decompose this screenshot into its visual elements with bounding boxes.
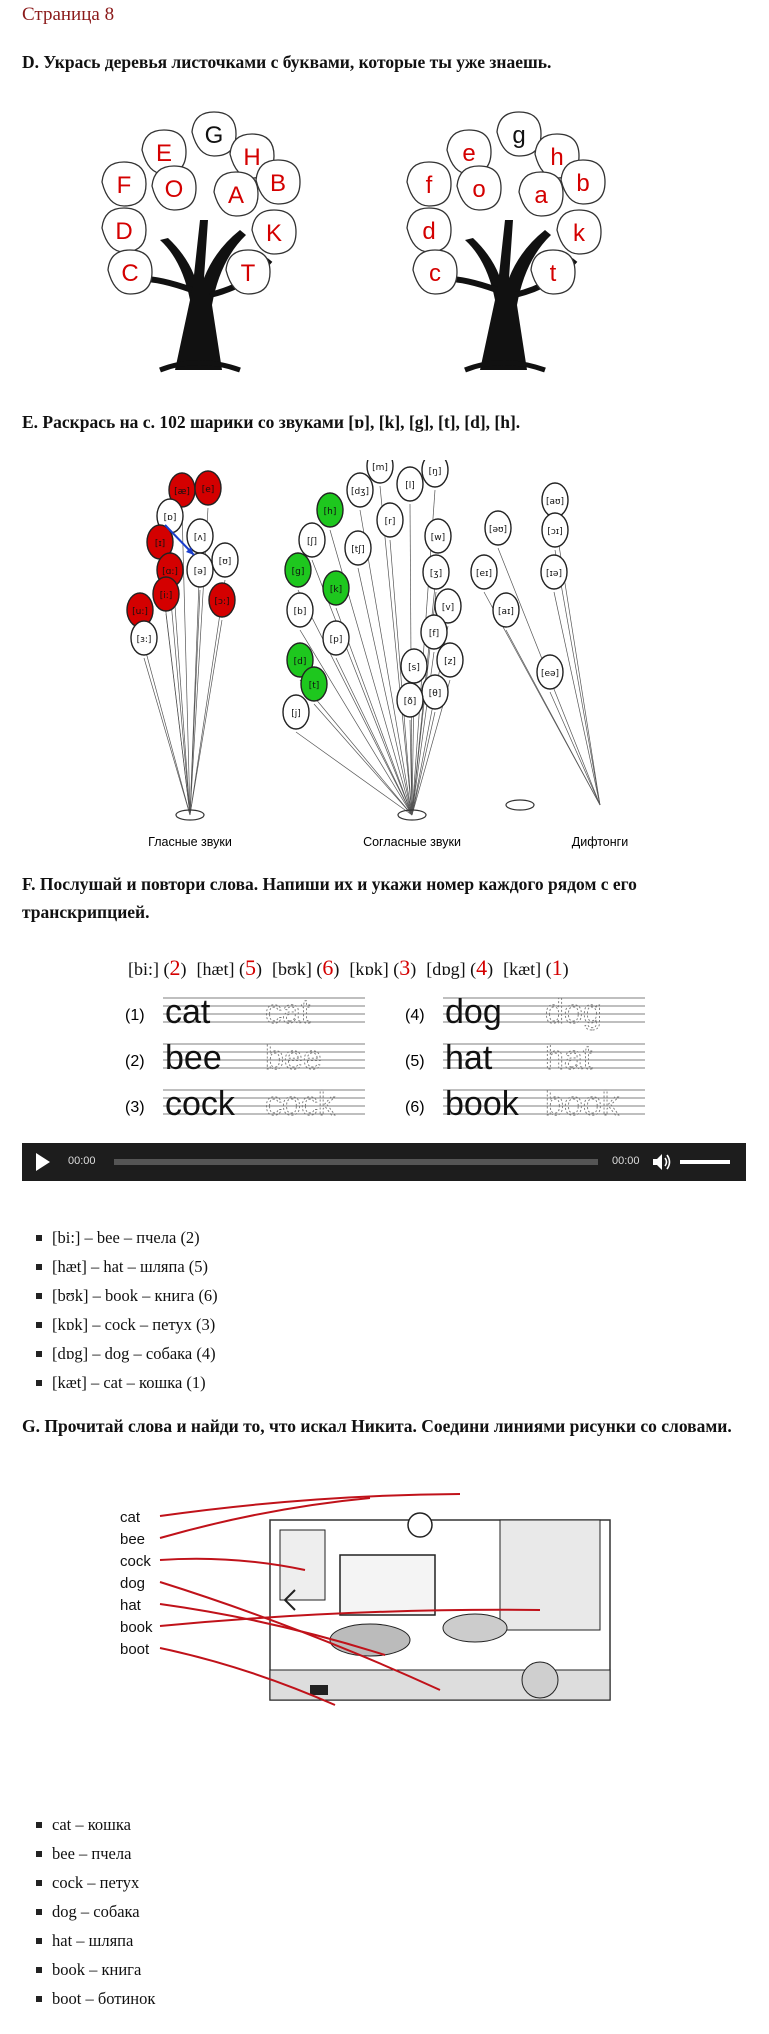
transcription-text: [kæt] ( <box>503 959 552 979</box>
balloon-sound: [ʒ] <box>429 569 443 579</box>
balloon <box>425 519 451 553</box>
match-word: dog <box>120 1575 146 1592</box>
balloon-sound: [ɪə] <box>546 569 562 579</box>
volume-slider[interactable] <box>680 1160 730 1164</box>
progress-bar[interactable] <box>114 1159 598 1165</box>
lower-leaf-k <box>557 210 601 254</box>
tree-uppercase <box>102 112 300 370</box>
balloon <box>187 553 213 587</box>
balloon-sound: [g] <box>291 567 305 577</box>
balloon-sound: [ɔ:] <box>214 597 230 607</box>
balloon-sound: [ɔɪ] <box>547 527 563 537</box>
balloon-sound: [ɪ] <box>154 539 166 549</box>
balloon <box>347 473 373 507</box>
upper-leaf-C <box>108 250 152 294</box>
upper-leaf-A <box>214 172 258 216</box>
balloon <box>323 621 349 655</box>
upper-letter: A <box>227 182 245 209</box>
lower-leaf-b <box>561 160 605 204</box>
lower-letter: t <box>549 260 557 287</box>
upper-letter: H <box>243 144 261 171</box>
upper-letter: K <box>265 220 283 247</box>
transcription-line <box>128 955 688 981</box>
balloon-sound: [b] <box>293 607 307 617</box>
list-item: dog – собака <box>22 1897 722 1926</box>
lower-letter: g <box>512 122 526 149</box>
transcription-item: [hæt] (5) <box>196 955 262 980</box>
balloon <box>542 513 568 547</box>
writing-row <box>125 993 365 1031</box>
balloon-sound: [ð] <box>403 697 417 707</box>
balloon <box>485 511 511 545</box>
balloon-sound: [f] <box>428 629 440 639</box>
writing-row <box>405 993 645 1031</box>
balloon <box>299 523 325 557</box>
section-f-heading: F. Послушай и повтори слова. Напиши их и укажи номер каждого рядом с его транскрипцией. <box>22 874 637 922</box>
room-matching-illustration <box>120 1480 640 1750</box>
upper-letter: F <box>116 172 132 199</box>
balloon-sound: [aʊ] <box>545 497 565 507</box>
balloon-sound: [ʌ] <box>193 533 207 543</box>
balloon <box>541 555 567 589</box>
balloon <box>153 577 179 611</box>
balloon <box>131 621 157 655</box>
balloon-sound: [ɑ:] <box>162 567 178 577</box>
list-item: [bʊk] – book – книга (6) <box>22 1281 722 1310</box>
balloon-sound: [h] <box>323 507 337 517</box>
audio-player <box>22 1143 746 1181</box>
row-number: (1) <box>125 1007 145 1024</box>
balloon-sound: [p] <box>329 635 343 645</box>
transcription-number: 2 <box>169 955 181 980</box>
list-item: [kæt] – cat – кошка (1) <box>22 1368 722 1397</box>
duration: 00:00 <box>612 1155 640 1167</box>
transcription-text: [kɒk] ( <box>349 959 400 979</box>
balloon-sound: [tʃ] <box>351 545 365 555</box>
balloon-sound: [w] <box>430 533 446 543</box>
list-item: bee – пчела <box>22 1839 722 1868</box>
list-item: [kɒk] – cock – петух (3) <box>22 1310 722 1339</box>
caption-vowels: Гласные звуки <box>148 835 232 849</box>
transcription-text: [dɒg] ( <box>426 959 477 979</box>
match-word: cat <box>120 1509 141 1526</box>
list-item: [dɒg] – dog – собака (4) <box>22 1339 722 1368</box>
list-item: book – книга <box>22 1955 722 1984</box>
caption-diphthongs: Дифтонги <box>571 835 629 849</box>
transcription-item: [bʊk] (6) <box>271 955 340 980</box>
match-word: hat <box>120 1597 141 1614</box>
balloon-sound: [m] <box>372 463 388 473</box>
balloon-sound: [r] <box>384 517 396 527</box>
balloon <box>401 649 427 683</box>
upper-letter: E <box>155 140 173 167</box>
transcription-text: [bi:] ( <box>128 959 170 979</box>
upper-leaf-D <box>102 208 146 252</box>
balloon-sound: [l] <box>405 481 415 491</box>
writing-row <box>405 1039 645 1077</box>
list-item: cock – петух <box>22 1868 722 1897</box>
section-e-heading: E. Раскрась на с. 102 шарики со звуками [ɒ], [k], [g], [t], [d], [h]. <box>22 412 521 432</box>
balloon <box>537 655 563 689</box>
balloon <box>397 467 423 501</box>
section-f-answers <box>22 1223 722 1397</box>
balloon-sound: [eɪ] <box>476 569 492 579</box>
row-number: (6) <box>405 1099 425 1116</box>
row-number: (5) <box>405 1053 425 1070</box>
row-word: cat <box>165 993 211 1031</box>
balloon-sound: [ɒ] <box>163 513 177 523</box>
lower-leaf-g <box>497 112 541 156</box>
upper-leaf-G <box>192 112 236 156</box>
lower-letter: h <box>550 144 564 171</box>
balloon-sound: [ʊ] <box>218 557 232 567</box>
upper-leaf-F <box>102 162 146 206</box>
upper-leaf-O <box>152 166 196 210</box>
writing-row <box>125 1085 365 1123</box>
match-word: boot <box>120 1641 150 1658</box>
section-g-heading: G. Прочитай слова и найди то, что искал Никита. Соедини линиями рисунки со словами. <box>22 1416 732 1436</box>
row-word: hat <box>445 1039 493 1077</box>
lower-letter: c <box>429 260 441 287</box>
section-d-heading: D. Укрась деревья листочками с буквами, которые ты уже знаешь. <box>22 52 552 72</box>
section-g-answers <box>22 1810 722 2013</box>
list-item: hat – шляпа <box>22 1926 722 1955</box>
balloon-sound: [eə] <box>540 669 560 679</box>
transcription-number: 4 <box>476 955 488 980</box>
upper-leaf-K <box>252 210 296 254</box>
transcription-number: 3 <box>399 955 411 980</box>
lower-leaf-f <box>407 162 451 206</box>
lower-letter: a <box>534 182 548 209</box>
row-number: (2) <box>125 1053 145 1070</box>
row-word-trace: dog <box>545 993 602 1031</box>
balloon-sound: [d] <box>293 657 307 667</box>
balloon <box>377 503 403 537</box>
page-link[interactable]: Страница 8 <box>22 4 115 25</box>
transcription-item: [dɒg] (4) <box>426 955 494 980</box>
list-item: [hæt] – hat – шляпа (5) <box>22 1252 722 1281</box>
transcription-item: [bi:] (2) <box>128 955 187 980</box>
balloon <box>195 471 221 505</box>
row-word: dog <box>445 993 502 1031</box>
balloon <box>493 593 519 627</box>
balloon <box>212 543 238 577</box>
upper-letter: O <box>164 176 184 203</box>
match-word: cock <box>120 1553 151 1570</box>
upper-leaf-B <box>256 160 300 204</box>
balloon-sound: [dʒ] <box>351 487 369 497</box>
balloon-sound: [θ] <box>428 689 442 699</box>
transcription-text: [bʊk] ( <box>271 959 323 979</box>
upper-letter: B <box>269 170 287 197</box>
balloon <box>421 615 447 649</box>
balloon-sound: [ŋ] <box>428 467 442 477</box>
balloon-sound: [t] <box>308 681 320 691</box>
list-item: boot – ботинок <box>22 1984 722 2013</box>
balloon <box>209 583 235 617</box>
balloon <box>437 643 463 677</box>
lower-leaf-o <box>457 166 501 210</box>
match-word: bee <box>120 1531 146 1548</box>
balloon <box>285 553 311 587</box>
row-number: (4) <box>405 1007 425 1024</box>
row-word-trace: book <box>545 1085 619 1123</box>
balloon-sound: [j] <box>291 709 301 719</box>
balloon-sound: [əʊ] <box>488 525 508 535</box>
upper-letter: C <box>121 260 139 287</box>
transcription-item: [kɒk] (3) <box>349 955 417 980</box>
play-icon[interactable] <box>36 1153 50 1171</box>
row-number: (3) <box>125 1099 145 1116</box>
row-word-trace: cock <box>265 1085 335 1123</box>
balloon <box>301 667 327 701</box>
upper-letter: D <box>115 218 133 245</box>
caption-consonants: Согласные звуки <box>363 835 461 849</box>
balloon-sound: [v] <box>441 603 455 613</box>
lower-letter: e <box>462 140 476 167</box>
row-word-trace: cat <box>265 993 311 1031</box>
balloon-sound: [s] <box>408 663 420 673</box>
balloon-sound: [æ] <box>174 487 190 497</box>
transcription-text: [hæt] ( <box>196 959 245 979</box>
balloon <box>422 460 448 487</box>
list-item: cat – кошка <box>22 1810 722 1839</box>
row-word: cock <box>165 1085 235 1123</box>
upper-letter: G <box>204 122 224 149</box>
transcription-number: 1 <box>551 955 563 980</box>
row-word: bee <box>165 1039 222 1077</box>
balloon <box>471 555 497 589</box>
row-word-trace: bee <box>265 1039 322 1077</box>
balloon-sound: [e] <box>201 485 215 495</box>
balloon-sound: [aɪ] <box>498 607 514 617</box>
lower-leaf-d <box>407 208 451 252</box>
balloon <box>345 531 371 565</box>
writing-row <box>405 1085 645 1123</box>
writing-practice <box>125 990 665 1130</box>
transcription-number: 5 <box>244 955 256 980</box>
match-word: book <box>120 1619 153 1636</box>
balloons-illustration <box>90 460 670 860</box>
balloon-sound: [ə] <box>193 567 207 577</box>
balloon-sound: [ʃ] <box>306 537 318 547</box>
current-time: 00:00 <box>68 1155 96 1167</box>
lower-leaf-a <box>519 172 563 216</box>
tree-lowercase <box>407 112 605 370</box>
lower-leaf-c <box>413 250 457 294</box>
row-word: book <box>445 1085 519 1123</box>
balloon-sound: [k] <box>329 585 343 595</box>
balloon <box>542 483 568 517</box>
balloon <box>287 593 313 627</box>
writing-row <box>125 1039 365 1077</box>
row-word-trace: hat <box>545 1039 593 1077</box>
transcription-item: [kæt] (1) <box>503 955 569 980</box>
lower-letter: o <box>472 176 486 203</box>
balloon-sound: [ɜ:] <box>136 635 152 645</box>
transcription-number: 6 <box>322 955 334 980</box>
letter-trees-illustration <box>90 100 690 380</box>
room-picture <box>270 1513 610 1700</box>
lower-letter: d <box>422 218 436 245</box>
upper-letter: T <box>240 260 256 287</box>
balloon <box>423 555 449 589</box>
balloon <box>323 571 349 605</box>
balloon-sound: [i:] <box>159 591 173 601</box>
balloon <box>283 695 309 729</box>
balloon-sound: [u:] <box>132 607 148 617</box>
balloon-sound: [z] <box>444 657 456 667</box>
volume-icon[interactable] <box>652 1153 672 1171</box>
balloon <box>422 675 448 709</box>
lower-letter: b <box>576 170 590 197</box>
balloon <box>317 493 343 527</box>
lower-letter: f <box>425 172 433 199</box>
list-item: [bi:] – bee – пчела (2) <box>22 1223 722 1252</box>
lower-letter: k <box>573 220 585 247</box>
balloon <box>397 683 423 717</box>
